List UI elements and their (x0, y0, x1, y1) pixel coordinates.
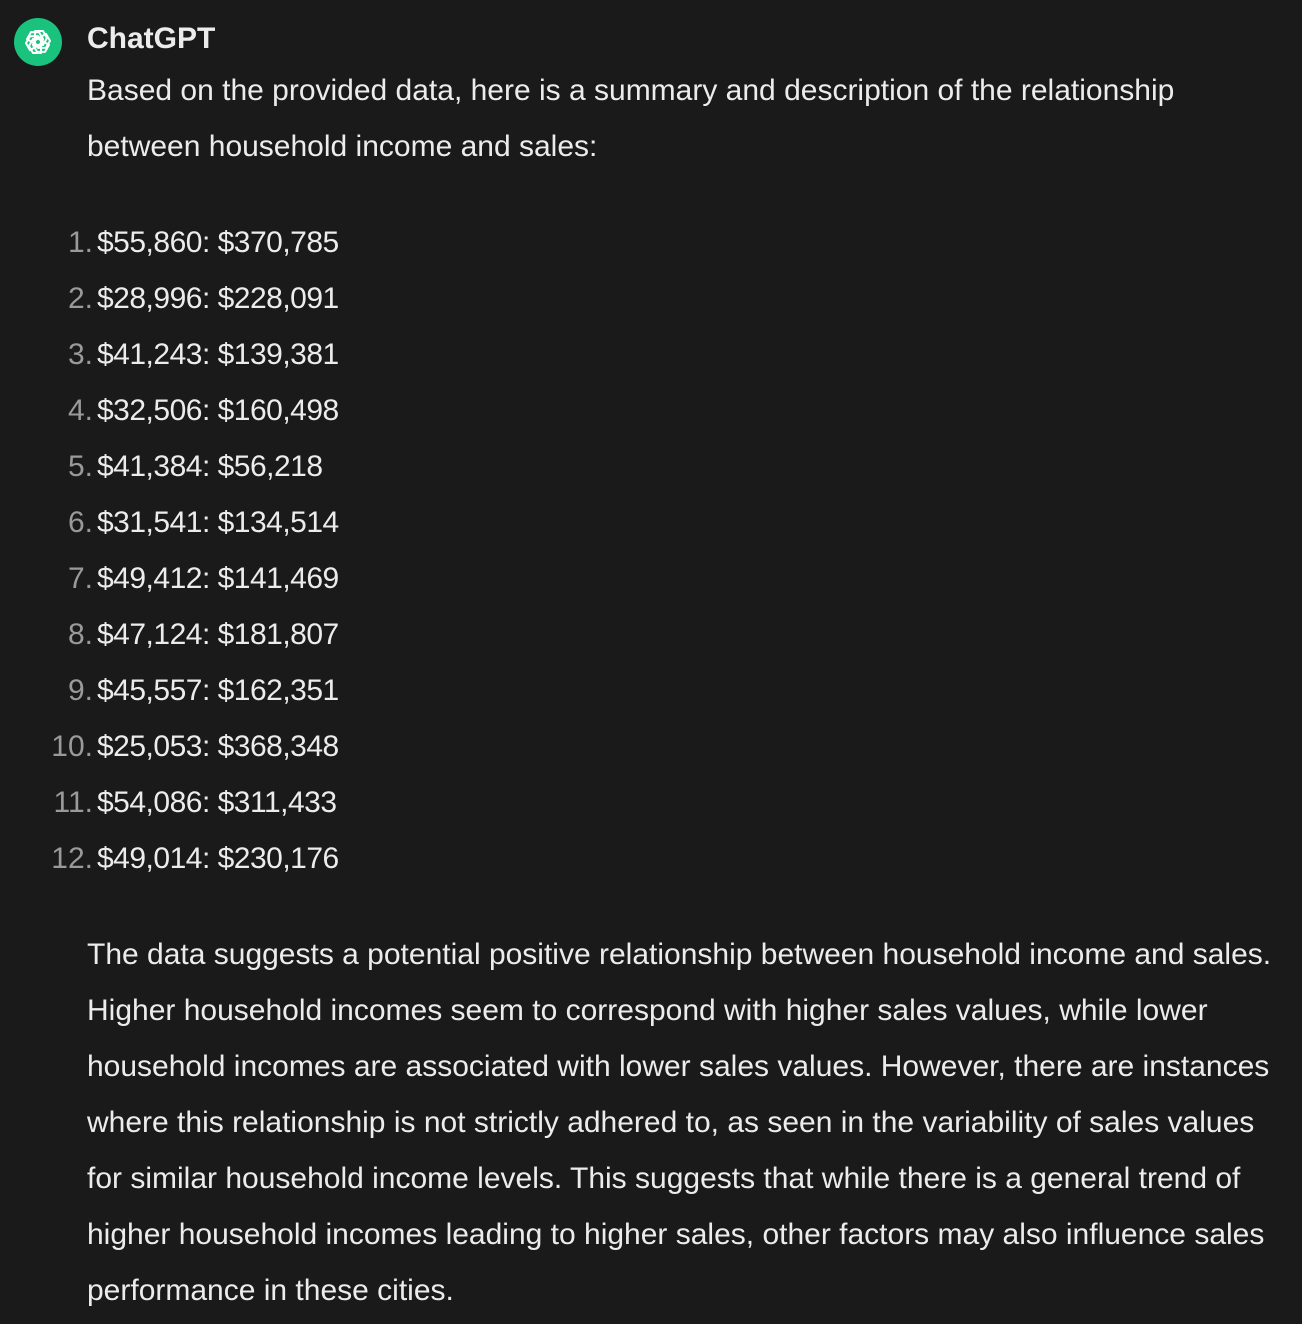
list-number: 7. (67, 562, 93, 595)
list-number: 3. (67, 338, 93, 371)
list-item-text: $47,124: $181,807 (97, 618, 339, 651)
list-item (67, 551, 1292, 607)
list-item-text: $32,506: $160,498 (97, 394, 339, 427)
list-item-text: $49,014: $230,176 (97, 842, 339, 875)
list-number: 8. (67, 618, 93, 651)
income-sales-list (51, 215, 1292, 887)
list-number: 12. (51, 842, 93, 875)
list-item-text: $31,541: $134,514 (97, 506, 339, 539)
conclusion-paragraph: The data suggests a potential positive relationship between household income and sales. Higher household incomes seem to correspond with higher sales values, while lower household incomes are associated with lower sales values. However, there are instances where this relationship is not strictly adhered to, as seen in the variability of sales values for similar household income levels. This suggests that while there is a general trend of higher household incomes leading to higher sales, other factors may also influence sales performance in these cities. (87, 938, 1272, 1307)
list-item (67, 439, 1292, 495)
list-number: 2. (67, 282, 93, 315)
list-item (67, 495, 1292, 551)
list-item-text: $55,860: $370,785 (97, 226, 339, 259)
list-number: 1. (67, 226, 93, 259)
list-item (53, 775, 1292, 831)
list-item (51, 719, 1292, 775)
list-item (67, 271, 1292, 327)
list-item-text: $28,996: $228,091 (97, 282, 339, 315)
list-item (67, 663, 1292, 719)
list-number: 5. (67, 450, 93, 483)
list-number: 6. (67, 506, 93, 539)
list-item-text: $41,384: $56,218 (97, 450, 323, 483)
list-item-text: $54,086: $311,433 (97, 786, 337, 819)
list-item-text: $41,243: $139,381 (97, 338, 339, 371)
list-number: 9. (67, 674, 93, 707)
list-item (51, 831, 1292, 887)
list-item (67, 327, 1292, 383)
message-content (51, 63, 1292, 1319)
list-item (67, 383, 1292, 439)
list-item-text: $45,557: $162,351 (97, 674, 339, 707)
list-number: 4. (67, 394, 93, 427)
list-item (67, 607, 1292, 663)
list-number: 11. (53, 786, 93, 819)
openai-logo-icon (22, 26, 54, 58)
message-author: ChatGPT (87, 22, 216, 55)
intro-paragraph: Based on the provided data, here is a summary and description of the relationship between household income and sales: (87, 74, 1175, 163)
list-number: 10. (51, 730, 93, 763)
list-item-text: $49,412: $141,469 (97, 562, 339, 595)
list-item (67, 215, 1292, 271)
list-item-text: $25,053: $368,348 (97, 730, 339, 763)
avatar (14, 18, 62, 66)
